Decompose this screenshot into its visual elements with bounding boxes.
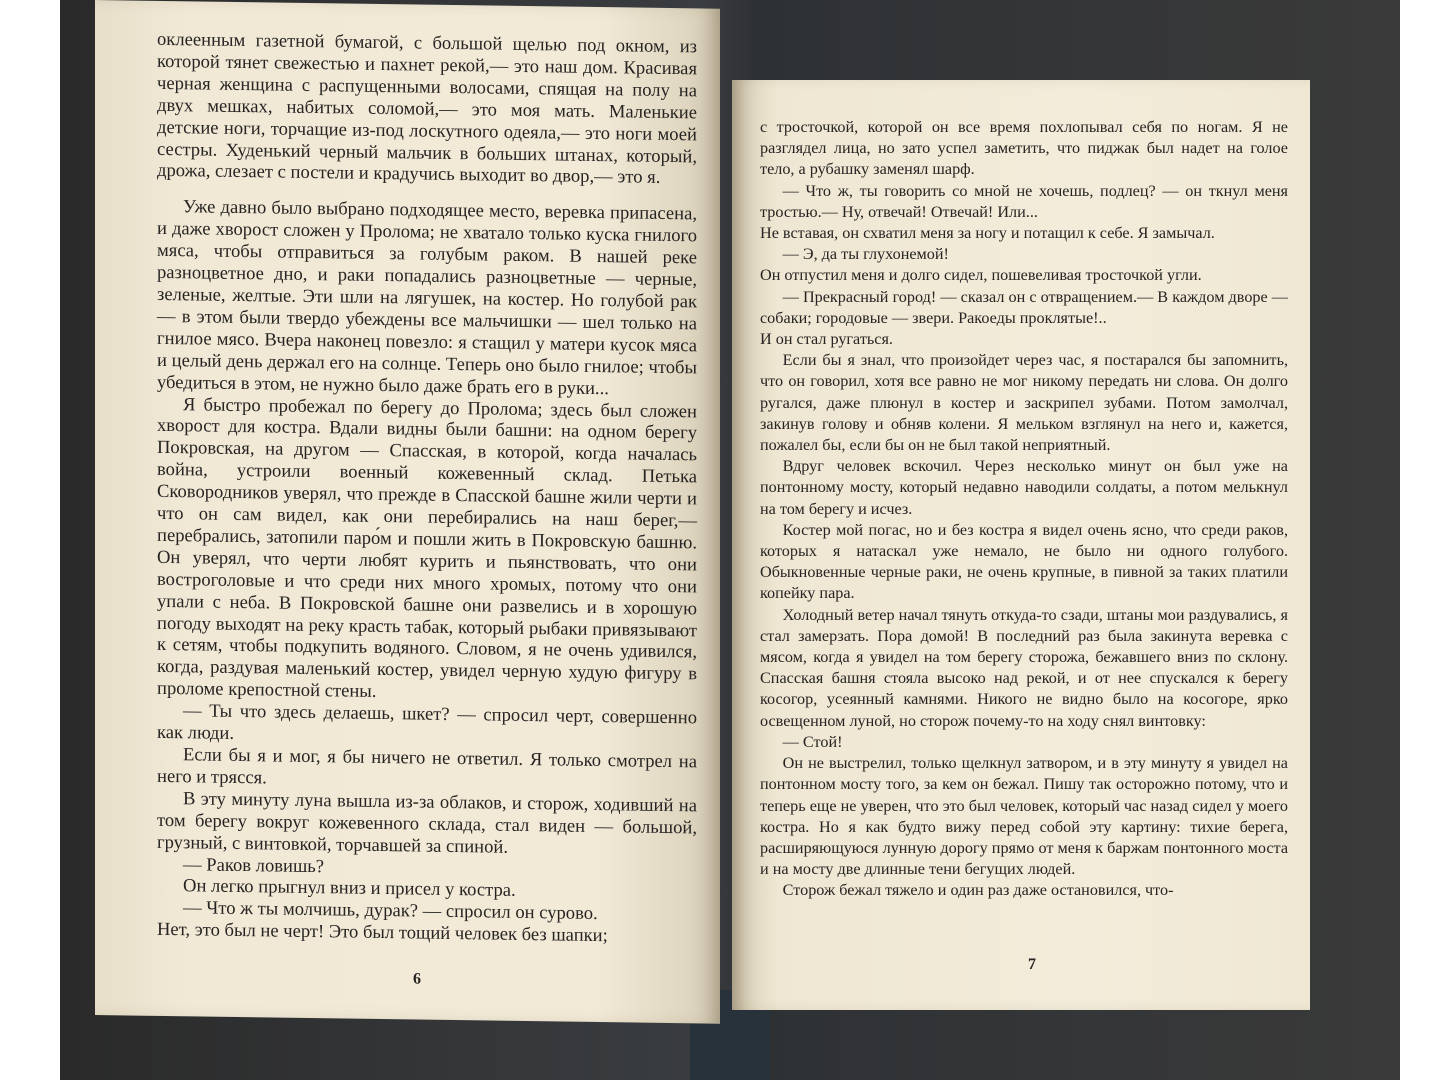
paragraph: В эту минуту луна вышла из-за облаков, и сторож, ходивший на том берегу вокруг кожевенного склада, стал виден — большой, грузный, с винтовкой, торчавшей за спиной. [157, 788, 697, 858]
paragraph: оклеенным газетной бумагой, с большой щелью под окном, из которой тянет свежестью и пахнет рекой,— это наш дом. Красивая черная женщина с распущенными волосами, спящая на полу на двух мешках, набитых соломой,— это моя мать. Маленькие детские ноги, торчащие из-под лоскутного одеяла,— это ноги моей сестры. Худенький черный мальчик в больших штанах, который, дрожа, слезает с постели и крадучись выходит во двор,— это я. [157, 28, 697, 189]
paragraph: — Что ж ты молчишь, дурак? — спросил он сурово. [183, 897, 598, 925]
right-page [732, 80, 1310, 1010]
paragraph: — Что ж, ты говорить со мной не хочешь, подлец? — он ткнул меня тростью.— Ну, отвечай! Отвечай! Или... [760, 181, 1288, 221]
paragraph: — Прекрасный город! — сказал он с отвращением.— В каждом дворе — собаки; городовые — звери. Ракоеды проклятые!.. [760, 287, 1288, 327]
page-number: 6 [413, 970, 421, 988]
paragraph: Нет, это был не черт! Это был тощий человек без шапки; [157, 919, 608, 947]
paragraph: Костер мой погас, но и без костра я видел очень ясно, что среди раков, которых я натаскал уже немало, не было ни одного голубого. Обыкновенные черные раки, не очень крупные, в пивной за таких платили копейку пара. [760, 520, 1288, 603]
left-page [95, 0, 720, 1024]
right-page-text [760, 117, 1288, 902]
paragraph: — Раков ловишь? [183, 853, 325, 877]
left-page-text [157, 29, 697, 949]
paragraph: Он легко прыгнул вниз и присел у костра. [183, 875, 516, 902]
paragraph: Я быстро пробежал по берегу до Пролома; здесь был сложен хворост для костра. Вдали видны были башни: на одном берегу Покровская, на другом — Спасская, в которой, когда началась война, устроили военный кожевенный склад. Петька Сковородников уверял, что прежде в Спасской башне жили черти и что он сам видел, как они перебирались на наш берег,— перебрались, затопили паро́м и пошли жить в Покровскую башню. Он уверял, что черти любят курить и пьянствовать, что они востроголовые и что среди них много хромых, потому что они упали с неба. В Покровской башне они развелись и в хорошую погоду выходят на реку красть табак, который рыбаки привязывают к сетям, чтобы подкупить водяного. Словом, я не очень удивился, когда, раздувая маленький костер, увидел черную худую фигуру в проломе крепостной стены. [157, 393, 697, 703]
paragraph: Сторож бежал тяжело и один раз даже остановился, что- [782, 881, 1174, 900]
paragraph: Он не выстрелил, только щелкнул затвором, и в эту минуту я увидел на понтонном мосту того, за кем он бежал. Пишу так осторожно потому, что и теперь еще не уверен, что это был человек, который час назад сидел у моего костра. Но я как будто вижу перед собой эту картину: тихие берега, расширяющуюся лунную дорогу прямо от меня к баржам понтонного моста и на мосту две длинные тени бегущих людей. [760, 754, 1288, 879]
paragraph: Холодный ветер начал тянуть откуда-то сзади, штаны мои раздувались, я стал замерзать. Пора домой! В последний раз была закинута веревка с мясом, когда я увидел на том берегу сторожа, бежавшего вниз по склону. Спасская башня стояла высоко над рекой, и от нее спускался к берегу косогор, усеянный камнями. Никого не видно было на косогоре, ярко освещенном луной, но сторож почему-то на ходу снял винтовку: [760, 605, 1288, 730]
page-number: 7 [1028, 956, 1036, 973]
paragraph: И он стал ругаться. [760, 330, 893, 349]
paragraph: Уже давно было выбрано подходящее место, веревка припасена, и даже хворост сложен у Пролома; не хватало только куска гнилого мяса, чтобы отправиться за голубым раком. В нашей реке разноцветное дно, и раки попадались разноцветные — черные, зеленые, желтые. Эти шли на лягушек, на костер. Но голубой рак — в этом были твердо убеждены все мальчишки — шел только на гнилое мясо. Вчера наконец повезло: я стащил у матери кусок мяса и целый день держал его на солнце. Теперь оно было гнилое; чтобы убедиться в этом, не нужно было даже брать его в руки... [157, 196, 697, 399]
paragraph: — Ты что здесь делаешь, шкет? — спросил черт, совершенно как люди. [157, 700, 697, 745]
paragraph: — Стой! [782, 732, 843, 751]
paragraph: Если бы я знал, что произойдет через час, я постарался бы запомнить, что он говорил, хотя все равно не мог никому передать ни слова. Он долго ругался, даже плюнул в костер и заскрипел зубами. Потом замолчал, закинув голову и обняв колени. Я мельком взглянул на него и, кажется, пожалел бы, если бы он не был такой неприятный. [760, 351, 1288, 455]
paragraph: — Э, да ты глухонемой! [782, 245, 949, 264]
paragraph: Вдруг человек вскочил. Через несколько минут он был уже на понтонному мосту, который недавно наводили солдаты, а потом мелькнул на том берегу и исчез. [760, 457, 1288, 518]
paragraph: Если бы я и мог, я бы ничего не ответил. Я только смотрел на него и трясся. [157, 744, 697, 789]
paragraph: Не вставая, он схватил меня за ногу и потащил к себе. Я замычал. [760, 224, 1215, 243]
paragraph: с тросточкой, которой он все время похлопывал себя по ногам. Я не разглядел лица, но зато успел заметить, что пиджак был надет на голое тело, а рубашку заменял шарф. [760, 118, 1288, 179]
paragraph: Он отпустил меня и долго сидел, пошевеливая тросточкой угли. [760, 266, 1202, 285]
